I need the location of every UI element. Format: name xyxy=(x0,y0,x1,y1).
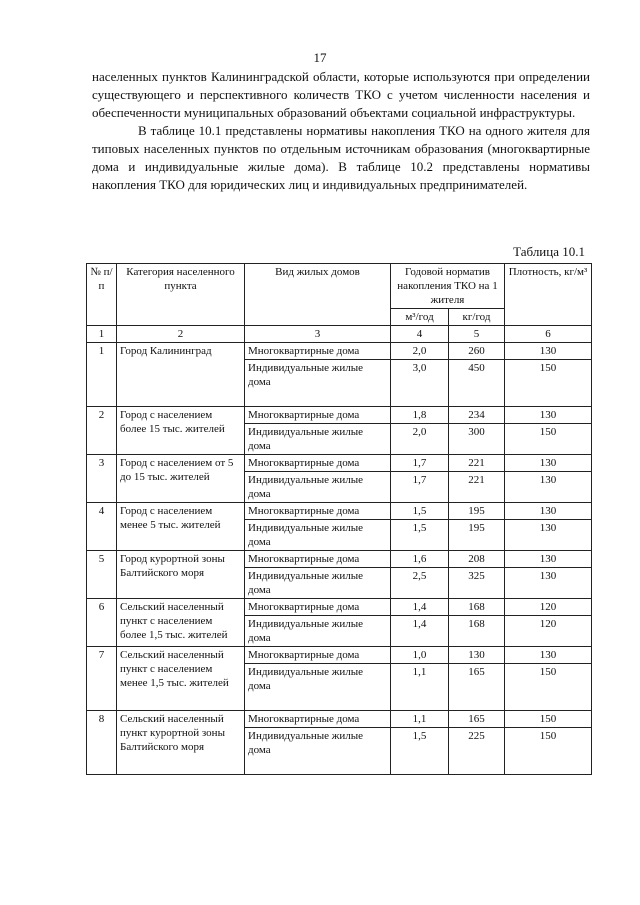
row-category: Город с населением от 5 до 15 тыс. жителей xyxy=(117,455,245,503)
density: 130 xyxy=(505,407,592,424)
house-type: Индивидуальные жилые дома xyxy=(245,616,391,647)
table-row xyxy=(87,551,592,568)
density: 120 xyxy=(505,599,592,616)
density: 150 xyxy=(505,711,592,728)
table-row xyxy=(87,455,592,472)
norm-m3: 2,0 xyxy=(391,343,449,360)
density: 130 xyxy=(505,568,592,599)
row-num: 8 xyxy=(87,711,117,775)
row-category: Город Калининград xyxy=(117,343,245,407)
col-number: 1 xyxy=(87,326,117,343)
house-type: Многоквартирные дома xyxy=(245,711,391,728)
table-row xyxy=(87,343,592,360)
house-type: Многоквартирные дома xyxy=(245,455,391,472)
table-row xyxy=(87,407,592,424)
norm-kg: 168 xyxy=(449,599,505,616)
norm-kg: 195 xyxy=(449,520,505,551)
house-type: Многоквартирные дома xyxy=(245,343,391,360)
norm-m3: 1,7 xyxy=(391,455,449,472)
norm-m3: 1,5 xyxy=(391,728,449,775)
house-type: Индивидуальные жилые дома xyxy=(245,728,391,775)
density: 150 xyxy=(505,664,592,711)
density: 130 xyxy=(505,647,592,664)
norm-kg: 450 xyxy=(449,360,505,407)
norm-kg: 234 xyxy=(449,407,505,424)
density: 150 xyxy=(505,360,592,407)
norm-kg: 221 xyxy=(449,455,505,472)
norm-kg: 130 xyxy=(449,647,505,664)
row-category: Сельский населенный пункт курортной зоны Балтийского моря xyxy=(117,711,245,775)
table-row xyxy=(87,599,592,616)
header-unit-m3: м³/год xyxy=(391,309,449,326)
house-type: Индивидуальные жилые дома xyxy=(245,360,391,407)
row-num: 1 xyxy=(87,343,117,407)
house-type: Индивидуальные жилые дома xyxy=(245,664,391,711)
norm-m3: 1,0 xyxy=(391,647,449,664)
norm-m3: 2,5 xyxy=(391,568,449,599)
table-row xyxy=(87,711,592,728)
norm-kg: 165 xyxy=(449,664,505,711)
row-category: Сельский населенный пункт с населением менее 1,5 тыс. жителей xyxy=(117,647,245,711)
header-density: Плотность, кг/м³ xyxy=(505,264,592,326)
col-number: 6 xyxy=(505,326,592,343)
row-num: 6 xyxy=(87,599,117,647)
density: 120 xyxy=(505,616,592,647)
density: 150 xyxy=(505,424,592,455)
row-category: Город с населением менее 5 тыс. жителей xyxy=(117,503,245,551)
house-type: Многоквартирные дома xyxy=(245,503,391,520)
house-type: Многоквартирные дома xyxy=(245,647,391,664)
row-num: 7 xyxy=(87,647,117,711)
house-type: Индивидуальные жилые дома xyxy=(245,472,391,503)
page-number: 17 xyxy=(313,50,327,65)
norms-table xyxy=(86,263,592,775)
header-unit-kg: кг/год xyxy=(449,309,505,326)
house-type: Многоквартирные дома xyxy=(245,551,391,568)
table-caption: Таблица 10.1 xyxy=(513,244,585,259)
norm-kg: 221 xyxy=(449,472,505,503)
house-type: Индивидуальные жилые дома xyxy=(245,424,391,455)
house-type: Индивидуальные жилые дома xyxy=(245,568,391,599)
row-category: Город с населением более 15 тыс. жителей xyxy=(117,407,245,455)
norm-kg: 300 xyxy=(449,424,505,455)
house-type: Индивидуальные жилые дома xyxy=(245,520,391,551)
col-number: 3 xyxy=(245,326,391,343)
norm-m3: 3,0 xyxy=(391,360,449,407)
norm-m3: 1,8 xyxy=(391,407,449,424)
norm-m3: 1,6 xyxy=(391,551,449,568)
norm-kg: 260 xyxy=(449,343,505,360)
norm-m3: 1,7 xyxy=(391,472,449,503)
row-num: 4 xyxy=(87,503,117,551)
norm-kg: 225 xyxy=(449,728,505,775)
row-category: Сельский населенный пункт с населением более 1,5 тыс. жителей xyxy=(117,599,245,647)
norm-m3: 1,1 xyxy=(391,711,449,728)
norm-m3: 1,5 xyxy=(391,520,449,551)
density: 130 xyxy=(505,472,592,503)
body-text xyxy=(92,68,590,194)
house-type: Многоквартирные дома xyxy=(245,407,391,424)
norm-kg: 208 xyxy=(449,551,505,568)
row-num: 2 xyxy=(87,407,117,455)
col-number: 4 xyxy=(391,326,449,343)
density: 130 xyxy=(505,343,592,360)
header-house-type: Вид жилых домов xyxy=(245,264,391,326)
norm-kg: 325 xyxy=(449,568,505,599)
norm-m3: 1,1 xyxy=(391,664,449,711)
row-category: Город курортной зоны Балтийского моря xyxy=(117,551,245,599)
density: 130 xyxy=(505,520,592,551)
norm-m3: 2,0 xyxy=(391,424,449,455)
density: 130 xyxy=(505,503,592,520)
density: 150 xyxy=(505,728,592,775)
header-num: № п/п xyxy=(87,264,117,326)
row-num: 3 xyxy=(87,455,117,503)
header-norm: Годовой норматив накопления ТКО на 1 жителя xyxy=(391,264,505,309)
norm-kg: 195 xyxy=(449,503,505,520)
house-type: Многоквартирные дома xyxy=(245,599,391,616)
paragraph-1: населенных пунктов Калининградской области, которые используются при определении существующего и перспективного количеств ТКО с учетом численности населения и обеспеченности муниципальных образований объектами социальной инфраструктуры. xyxy=(92,69,590,120)
col-number: 5 xyxy=(449,326,505,343)
paragraph-2: В таблице 10.1 представлены нормативы накопления ТКО на одного жителя для типовых населенных пунктов по отдельным источникам образования (многоквартирные дома и индивидуальные жилые дома). В таблице 10.2 представлены нормативы накопления ТКО для юридических лиц и индивидуальных предпринимателей. xyxy=(92,123,590,192)
density: 130 xyxy=(505,455,592,472)
norm-m3: 1,4 xyxy=(391,599,449,616)
row-num: 5 xyxy=(87,551,117,599)
col-number: 2 xyxy=(117,326,245,343)
norm-m3: 1,4 xyxy=(391,616,449,647)
table-row xyxy=(87,503,592,520)
table-row xyxy=(87,647,592,664)
norm-kg: 168 xyxy=(449,616,505,647)
density: 130 xyxy=(505,551,592,568)
norm-m3: 1,5 xyxy=(391,503,449,520)
header-category: Категория населенного пункта xyxy=(117,264,245,326)
norm-kg: 165 xyxy=(449,711,505,728)
